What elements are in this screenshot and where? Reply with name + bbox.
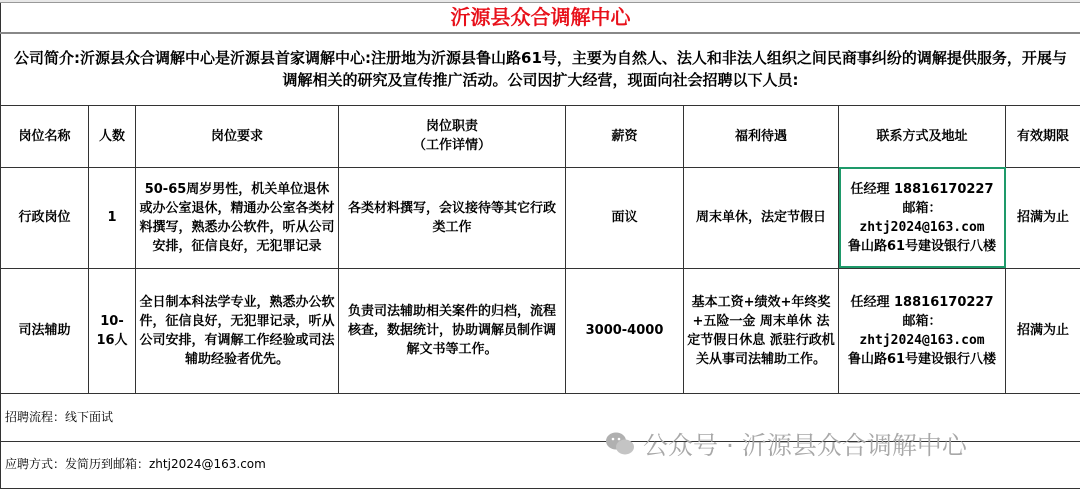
table-row (1, 268, 1080, 393)
recruitment-table (0, 3, 1080, 489)
cell-requirements[interactable]: 50-65周岁男性，机关单位退休或办公室退休，精通办公室各类材料撰写，熟悉办公软件，听从公司安排，征信良好，无犯罪记录 (136, 167, 339, 268)
wechat-icon (605, 431, 635, 457)
email-label: 邮箱： (902, 313, 942, 329)
cell-count[interactable]: 1 (89, 167, 136, 268)
address: 鲁山路61号建设银行八楼 (847, 351, 997, 367)
contact-name: 任经理 18816170227 (850, 181, 994, 197)
header-duties[interactable] (339, 105, 566, 167)
header-salary[interactable]: 薪资 (566, 105, 684, 167)
header-duties-sub: （工作详情） (412, 138, 491, 153)
header-position[interactable]: 岗位名称 (1, 105, 89, 167)
email: zhtj2024@163.com (859, 219, 985, 235)
header-contact[interactable]: 联系方式及地址 (839, 105, 1006, 167)
header-duties-label: 岗位职责 (425, 119, 478, 134)
cell-duties[interactable]: 各类材料撰写，会议接待等其它行政类工作 (339, 167, 566, 268)
cell-benefits[interactable]: 周末单休，法定节假日 (684, 167, 839, 268)
page-title: 沂源县众合调解中心 (1, 3, 1080, 33)
cell-count[interactable]: 10-16人 (89, 268, 136, 393)
email-label: 邮箱： (902, 200, 942, 216)
cell-position[interactable]: 司法辅助 (1, 268, 89, 393)
cell-benefits[interactable]: 基本工资+绩效+年终奖+五险一金 周末单休 法定节假日休息 派驻行政机关从事司法辅助工作。 (684, 268, 839, 393)
cell-contact-selected[interactable] (839, 167, 1006, 268)
cell-salary[interactable]: 3000-4000 (566, 268, 684, 393)
watermark-text: 公众号 · 沂源县众合调解中心 (643, 431, 967, 460)
cell-requirements[interactable]: 全日制本科法学专业，熟悉办公软件，征信良好，无犯罪记录，听从公司安排，有调解工作经验或司法辅助经验者优先。 (136, 268, 339, 393)
cell-salary[interactable]: 面议 (566, 167, 684, 268)
header-requirements[interactable]: 岗位要求 (136, 105, 339, 167)
cell-validity[interactable]: 招满为止 (1006, 167, 1080, 268)
cell-validity[interactable]: 招满为止 (1006, 268, 1080, 393)
header-count[interactable]: 人数 (89, 105, 136, 167)
cell-duties[interactable]: 负责司法辅助相关案件的归档，流程核查，数据统计，协助调解员制作调解文书等工作。 (339, 268, 566, 393)
application-method[interactable]: 应聘方式：发简历到邮箱：zhtj2024@163.com (1, 441, 1080, 488)
header-validity[interactable]: 有效期限 (1006, 105, 1080, 167)
cell-position[interactable]: 行政岗位 (1, 167, 89, 268)
watermark (605, 426, 967, 462)
company-intro[interactable]: 公司简介:沂源县众合调解中心是沂源县首家调解中心:注册地为沂源县鲁山路61号，主要为自然人、法人和非法人组织之间民商事纠纷的调解提供服务，开展与调解相关的研究及宣传推广活动。公司因扩大经营，现面向社会招聘以下人员: (1, 33, 1080, 105)
cell-contact[interactable] (839, 268, 1006, 393)
contact-name: 任经理 18816170227 (850, 294, 994, 310)
address: 鲁山路61号建设银行八楼 (847, 238, 997, 254)
header-benefits[interactable]: 福利待遇 (684, 105, 839, 167)
recruitment-process[interactable]: 招聘流程：线下面试 (1, 393, 1080, 441)
email: zhtj2024@163.com (859, 332, 985, 348)
table-row (1, 167, 1080, 268)
